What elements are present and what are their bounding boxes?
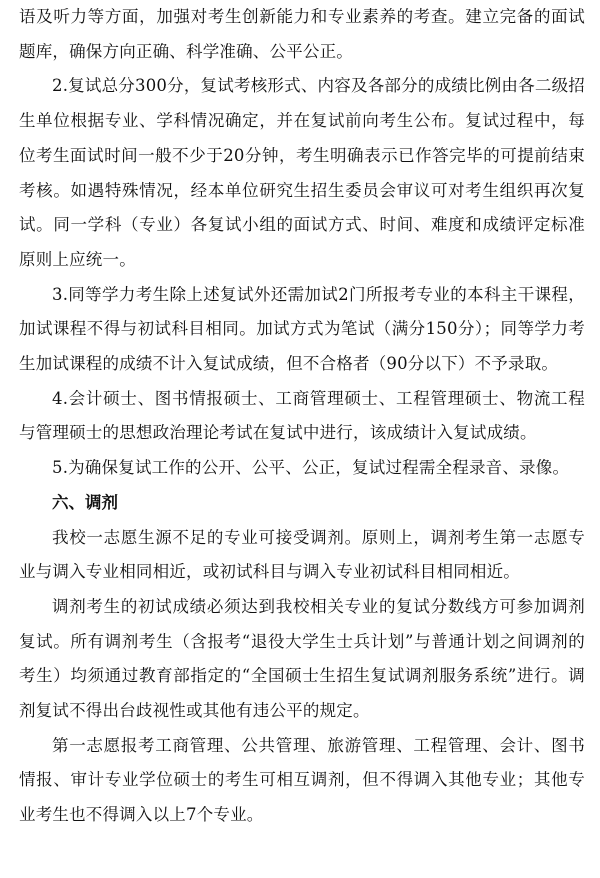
paragraph-adjustment-requirements: 调剂考生的初试成绩必须达到我校相关专业的复试分数线方可参加调剂复试。所有调剂考生（含报考“退役大学生士兵计划”与普通计划之间调剂的考生）均须通过教育部指定的“全国硕士生招生复试调剂服务系统”进行。调剂复试不得出台歧视性或其他有违公平的规定。 [19,596,585,721]
paragraph-item-3-equivalent-degree: 3.同等学力考生除上述复试外还需加试2门所报考专业的本科主干课程，加试课程不得与初试科目相同。加试方式为笔试（满分150分）；同等学力考生加试课程的成绩不计入复试成绩，但不合格者（90分以下）不予录取。 [19,284,585,374]
paragraph-item-2-retest-score: 2.复试总分300分，复试考核形式、内容及各部分的成绩比例由各二级招生单位根据专业、学科情况确定，并在复试前向考生公布。复试过程中，每位考生面试时间一般不少于20分钟，考生明确表示已作答完毕的可提前结束考核。如遇特殊情况，经本单位研究生招生委员会审议可对考生组织再次复试。同一学科（专业）各复试小组的面试方式、时间、难度和成绩评定标准原则上应统一。 [19,76,585,269]
paragraph-interview-bank: 语及听力等方面，加强对考生创新能力和专业素养的考查。建立完备的面试题库，确保方向正确、科学准确、公平公正。 [19,7,585,61]
section-heading-adjustment: 六、调剂 [52,492,118,512]
paragraph-adjustment-principle: 我校一志愿生源不足的专业可接受调剂。原则上，调剂考生第一志愿专业与调入专业相同相近，或初试科目与调入专业初试科目相同相近。 [19,527,585,582]
paragraph-adjustment-professional-degree: 第一志愿报考工商管理、公共管理、旅游管理、工程管理、会计、图书情报、审计专业学位硕士的考生可相互调剂，但不得调入其他专业；其他专业考生也不得调入以上7个专业。 [19,735,585,825]
paragraph-item-4-political-exam: 4.会计硕士、图书情报硕士、工商管理硕士、工程管理硕士、物流工程与管理硕士的思想政治理论考试在复试中进行，该成绩计入复试成绩。 [19,388,585,443]
paragraph-item-5-recording: 5.为确保复试工作的公开、公平、公正，复试过程需全程录音、录像。 [52,458,570,478]
